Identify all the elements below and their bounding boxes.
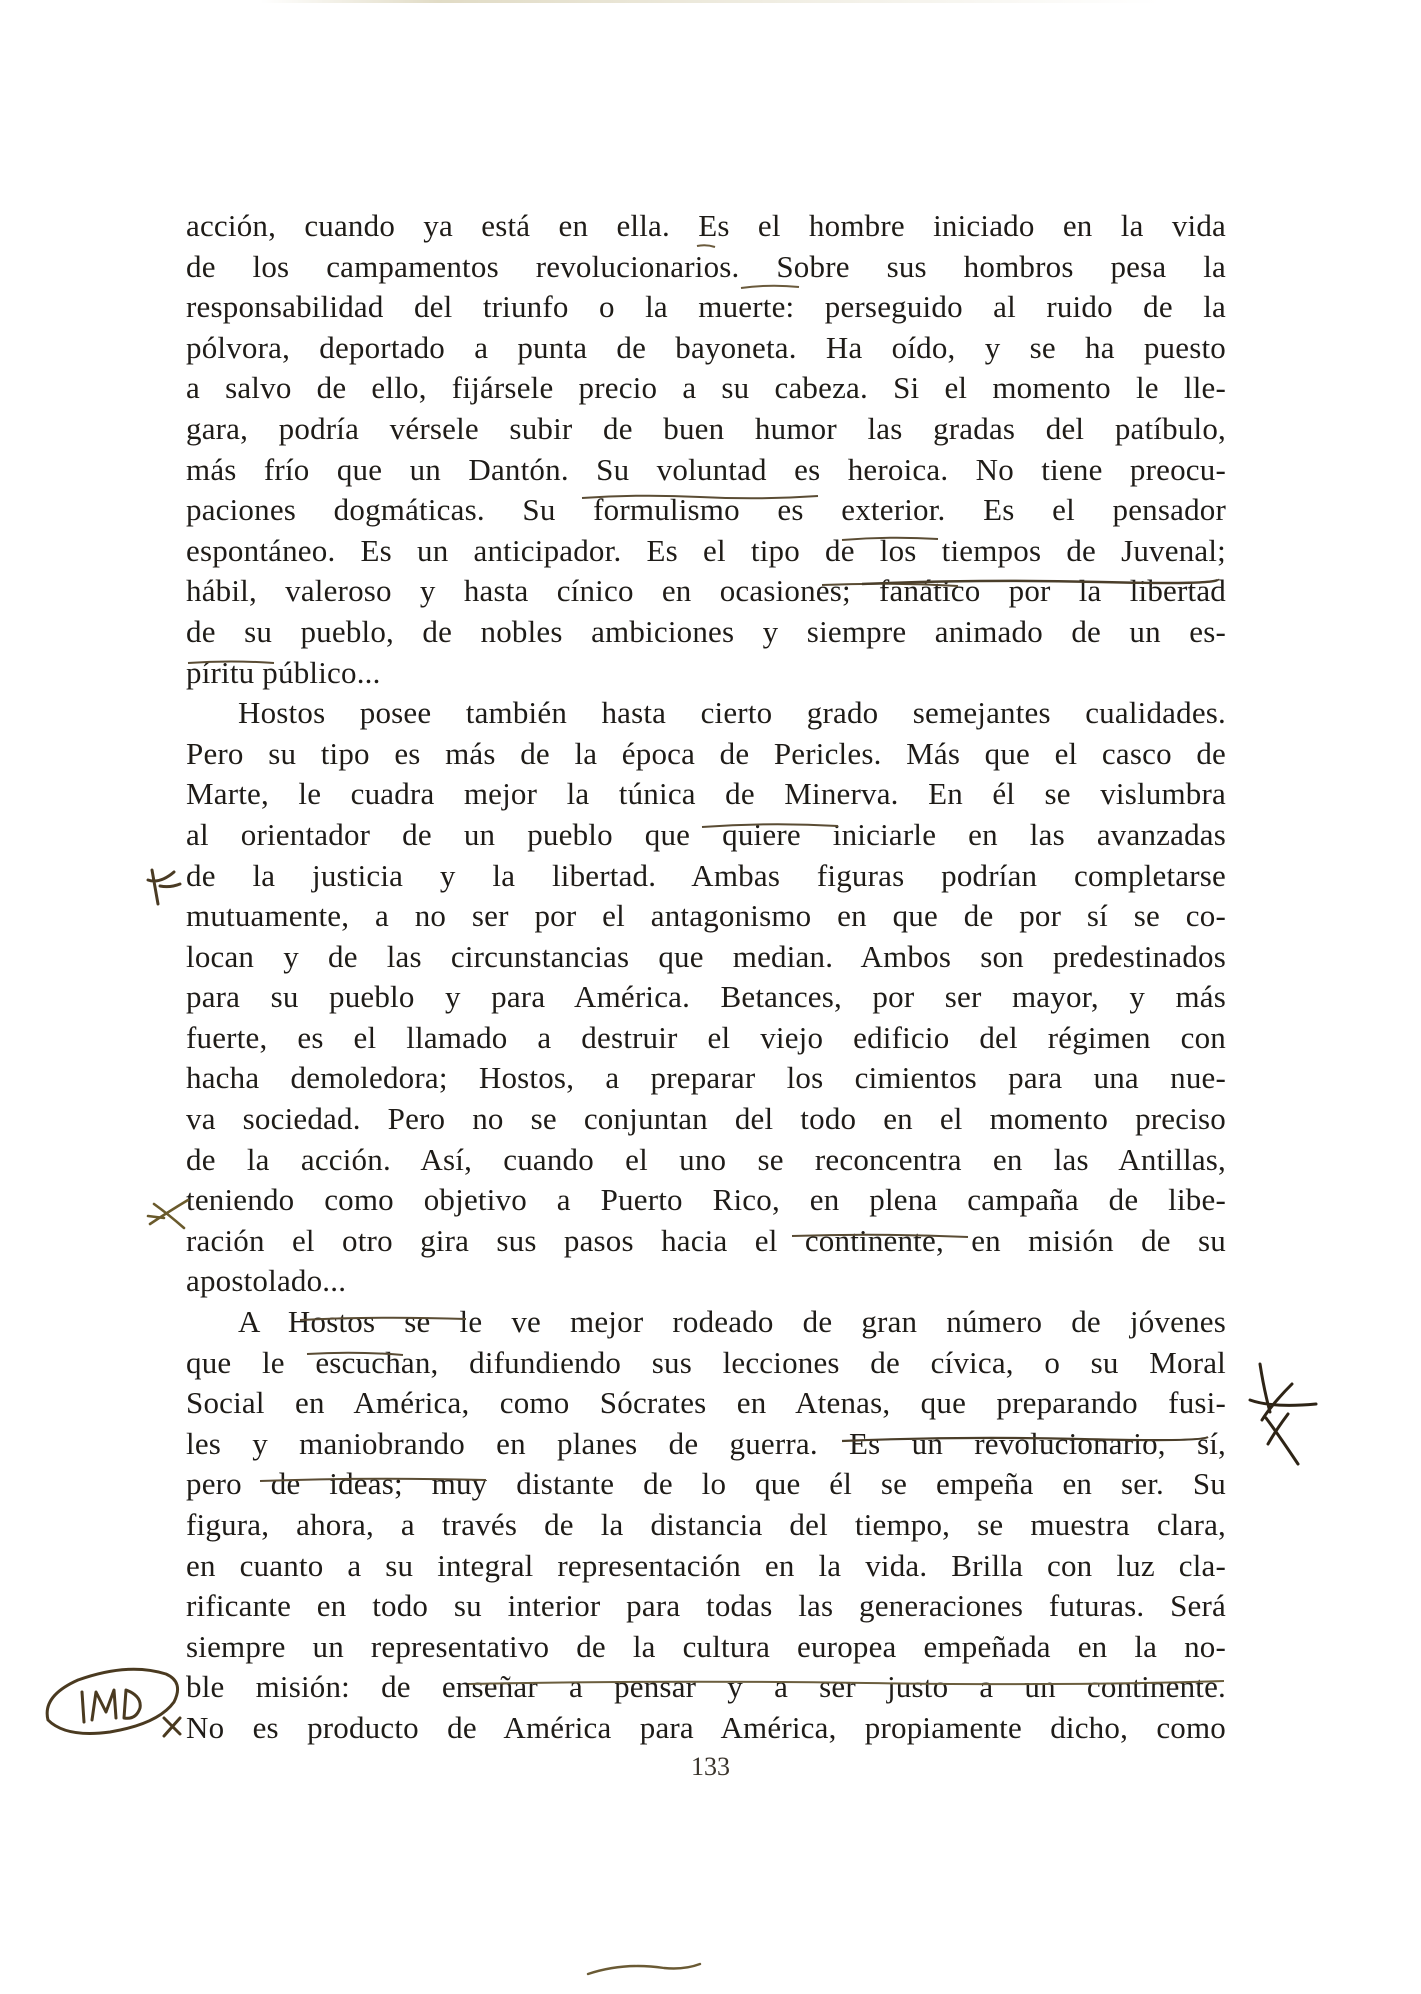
margin-star-mark: [1242, 1360, 1322, 1470]
text-line: fuerte, es el llamado a destruir el viejo edificio del régimen con: [186, 1019, 1226, 1055]
text-line: Social en América, como Sócrates en Atenas, que preparando fusi-: [186, 1385, 1226, 1421]
text-line: píritu público...: [186, 654, 381, 690]
text-line: les y maniobrando en planes de guerra. Es un revolucionario, sí,: [186, 1425, 1226, 1461]
text-line: rificante en todo su interior para todas las generaciones futuras. Será: [186, 1588, 1226, 1624]
text-line: paciones dogmáticas. Su formulismo es exterior. Es el pensador: [186, 492, 1226, 528]
text-line: apostolado...: [186, 1263, 347, 1299]
text-line: espontáneo. Es un anticipador. Es el tipo de los tiempos de Juvenal;: [186, 532, 1226, 568]
paragraph-start-line: Hostos posee también hasta cierto grado semejantes cualidades.: [238, 695, 1226, 731]
text-line: ble misión: de enseñar a pensar y a ser justo a un continente.: [186, 1669, 1226, 1705]
text-line: hábil, valeroso y hasta cínico en ocasiones; fanático por la libertad: [186, 573, 1226, 609]
text-line: que le escuchan, difundiendo sus lecciones de cívica, o su Moral: [186, 1344, 1226, 1380]
text-line: para su pueblo y para América. Betances, por ser mayor, y más: [186, 979, 1226, 1015]
text-line: locan y de las circunstancias que median. Ambos son predestinados: [186, 938, 1226, 974]
text-line: de su pueblo, de nobles ambiciones y siempre animado de un es-: [186, 613, 1226, 649]
page-number: 133: [691, 1752, 730, 1781]
text-line: Marte, le cuadra mejor la túnica de Minerva. En él se vislumbra: [186, 776, 1226, 812]
text-line: a salvo de ello, fijársele precio a su cabeza. Si el momento le lle-: [186, 370, 1226, 406]
text-line: va sociedad. Pero no se conjuntan del todo en el momento preciso: [186, 1101, 1226, 1137]
text-line: al orientador de un pueblo que quiere iniciarle en las avanzadas: [186, 816, 1226, 852]
text-line: de los campamentos revolucionarios. Sobre sus hombros pesa la: [186, 248, 1226, 284]
text-line: responsabilidad del triunfo o la muerte: perseguido al ruido de la: [186, 289, 1226, 325]
text-line: figura, ahora, a través de la distancia del tiempo, se muestra clara,: [186, 1507, 1226, 1542]
text-line: de la acción. Así, cuando el uno se reconcentra en las Antillas,: [186, 1141, 1226, 1177]
text-line: más frío que un Dantón. Su voluntad es heroica. No tiene preocu-: [186, 451, 1226, 487]
text-line: pero de ideas; muy distante de lo que él se empeña en ser. Su: [186, 1466, 1226, 1502]
text-line: hacha demoledora; Hostos, a preparar los cimientos para una nue-: [186, 1060, 1226, 1096]
text-line: ración el otro gira sus pasos hacia el continente, en misión de su: [186, 1222, 1226, 1258]
text-line: siempre un representativo de la cultura europea empeñada en la no-: [186, 1628, 1226, 1664]
text-line: en cuanto a su integral representación en la vida. Brilla con luz cla-: [186, 1547, 1226, 1583]
body-text: [186, 206, 1226, 1749]
paragraph-start-line: A Hostos se le ve mejor rodeado de gran número de jóvenes: [238, 1304, 1226, 1340]
text-line: acción, cuando ya está en ella. Es el hombre iniciado en la vida: [186, 208, 1226, 243]
text-line: gara, podría vérsele subir de buen humor las gradas del patíbulo,: [186, 410, 1226, 446]
page-top-edge: [260, 0, 1160, 3]
text-line: de la justicia y la libertad. Ambas figuras podrían completarse: [186, 857, 1226, 893]
text-line: Pero su tipo es más de la época de Pericles. Más que el casco de: [186, 735, 1226, 771]
text-line: mutuamente, a no ser por el antagonismo en que de por sí se co-: [186, 898, 1226, 934]
text-line: teniendo como objetivo a Puerto Rico, en plena campaña de libe-: [186, 1182, 1226, 1218]
handwritten-initials: [38, 1662, 198, 1746]
text-line: No es producto de América para América, propiamente dicho, como: [186, 1709, 1226, 1745]
text-line: pólvora, deportado a punta de bayoneta. Ha oído, y se ha puesto: [186, 329, 1226, 365]
bottom-pen-stroke: [584, 1960, 704, 1978]
